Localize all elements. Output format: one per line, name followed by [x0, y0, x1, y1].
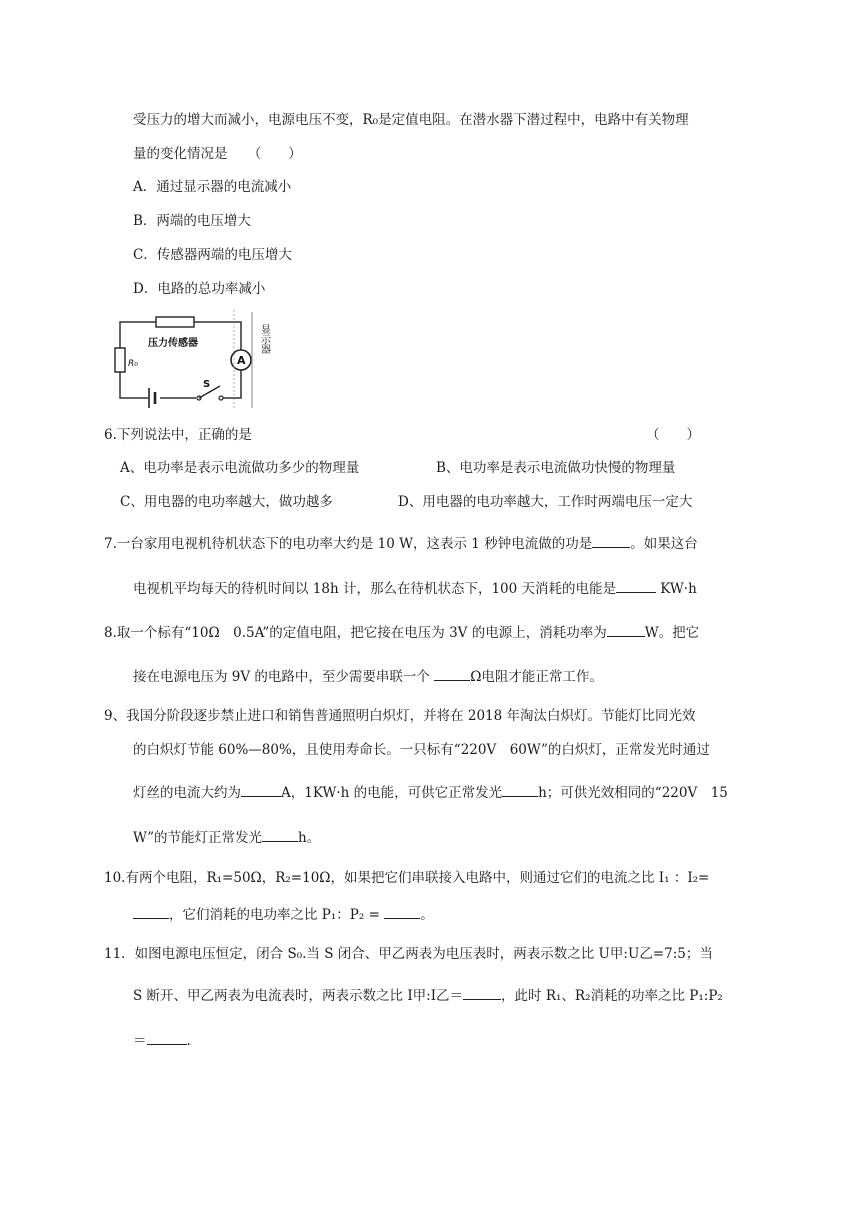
circuit-wire-loop	[120, 322, 241, 398]
q9-line3-mid: A，1KW·h 的电能，可供它正常发光	[281, 785, 503, 801]
q7-line2	[133, 578, 697, 599]
q7-line2-text: 电视机平均每天的待机时间以 18h 计，那么在待机状态下，100 天消耗的电能是	[133, 581, 617, 597]
q11-line2	[133, 985, 723, 1006]
q8-line2-text: 接在电源电压为 9V 的电路中，至少需要串联一个	[133, 669, 435, 685]
q9-line4-text: W”的节能灯正常发光	[133, 830, 263, 846]
q11-line3	[133, 1030, 191, 1051]
q11-line2-tail: ，此时 R₁、R₂消耗的功率之比 P₁:P₂	[501, 988, 723, 1004]
q9-blank-2[interactable]	[502, 782, 538, 797]
q8-line1-text: 8.取一个标有“10Ω 0.5A”的定值电阻，把它接在电压为 3V 的电源上，消耗功率为	[104, 625, 607, 641]
q6-answer-paren: （ ）	[646, 427, 700, 443]
q9-line3	[133, 782, 728, 803]
q7-blank-2[interactable]	[616, 578, 656, 593]
q8-blank-2[interactable]	[434, 666, 470, 681]
switch-label: S	[203, 379, 211, 390]
q8-line2	[133, 666, 603, 687]
q10-line2-tail: 。	[420, 907, 434, 923]
q5-option-d: D．电路的总功率减小	[133, 281, 266, 297]
q11-line3-text: ＝	[133, 1033, 147, 1049]
q9-line4	[133, 827, 320, 848]
q9-line3-tail: h；可供光效相同的“220V 15	[538, 785, 728, 801]
circuit-diagram	[110, 308, 280, 412]
q9-line2: 的白炽灯节能 60%—80%，且使用寿命长。一只标有“220V 60W”的白炽灯，正常发光时通过	[133, 742, 710, 758]
q5-option-b: B．两端的电压增大	[133, 213, 251, 229]
q11-line2-text: S 断开、甲乙两表为电流表时，两表示数之比 I甲:I乙＝	[133, 988, 464, 1004]
switch-contact	[219, 396, 223, 400]
q9-line3-text: 灯丝的电流大约为	[133, 785, 241, 801]
q6-stem: 6.下列说法中，正确的是	[104, 427, 252, 443]
q5-stem-line2: 量的变化情况是 （ ）	[133, 146, 302, 162]
r0-resistor	[115, 348, 125, 372]
q11-line3-tail: .	[186, 1033, 191, 1049]
q10-blank-2[interactable]	[384, 904, 420, 919]
r0-label: R₀	[128, 359, 138, 369]
q9-blank-1[interactable]	[241, 782, 281, 797]
q11-blank-1[interactable]	[463, 985, 501, 1000]
q8-line1-tail: W。把它	[644, 625, 700, 641]
q8-line1	[104, 622, 699, 643]
q8-line2-tail: Ω电阻才能正常工作。	[470, 669, 603, 685]
q6-option-b: B、电功率是表示电流做功快慢的物理量	[436, 460, 676, 476]
q5-stem-line1: 受压力的增大而减小，电源电压不变，R₀是定值电阻。在潜水器下潜过程中，电路中有关物理	[133, 112, 689, 128]
q9-line1: 9、我国分阶段逐步禁止进口和销售普通照明白炽灯，并将在 2018 年淘汰白炽灯。节能灯比同光效	[104, 708, 696, 724]
display-label: 显示器	[258, 324, 270, 354]
ammeter-label: A	[237, 354, 246, 367]
q5-option-c: C．传感器两端的电压增大	[133, 247, 292, 263]
q6-option-c: C、用电器的电功率越大，做功越多	[120, 494, 333, 510]
q11-line1: 11．如图电源电压恒定，闭合 S₀.当 S 闭合、甲乙两表为电压表时，两表示数之比 U甲:U乙=7:5；当	[104, 946, 713, 962]
pressure-sensor-resistor	[156, 317, 194, 327]
q7-line1-tail: 。如果这台	[630, 536, 698, 552]
q9-line4-tail: h。	[298, 830, 321, 846]
q5-option-a: A．通过显示器的电流减小	[133, 179, 292, 195]
pressure-sensor-label: 压力传感器	[148, 338, 198, 349]
q6-option-d: D、用电器的电功率越大，工作时两端电压一定大	[398, 494, 693, 510]
q7-blank-1[interactable]	[592, 533, 630, 548]
q10-line1: 10.有两个电阻，R₁=50Ω，R₂=10Ω，如果把它们串联接入电路中，则通过它们的电流之比 I₁ ：I₂=	[104, 870, 710, 886]
q11-blank-2[interactable]	[147, 1030, 187, 1045]
q7-line1	[104, 533, 698, 554]
q8-blank-1[interactable]	[607, 622, 645, 637]
q7-line1-text: 7.一台家用电视机待机状态下的电功率大约是 10 W，这表示 1 秒钟电流做的功是	[104, 536, 593, 552]
q7-line2-tail: KW·h	[656, 581, 697, 597]
q10-line2-text: ，它们消耗的电功率之比 P₁：P₂ =	[169, 907, 385, 923]
q9-blank-3[interactable]	[262, 827, 298, 842]
q10-blank-1[interactable]	[133, 904, 169, 919]
q10-line2	[133, 904, 434, 925]
q6-option-a: A、电功率是表示电流做功多少的物理量	[120, 460, 360, 476]
